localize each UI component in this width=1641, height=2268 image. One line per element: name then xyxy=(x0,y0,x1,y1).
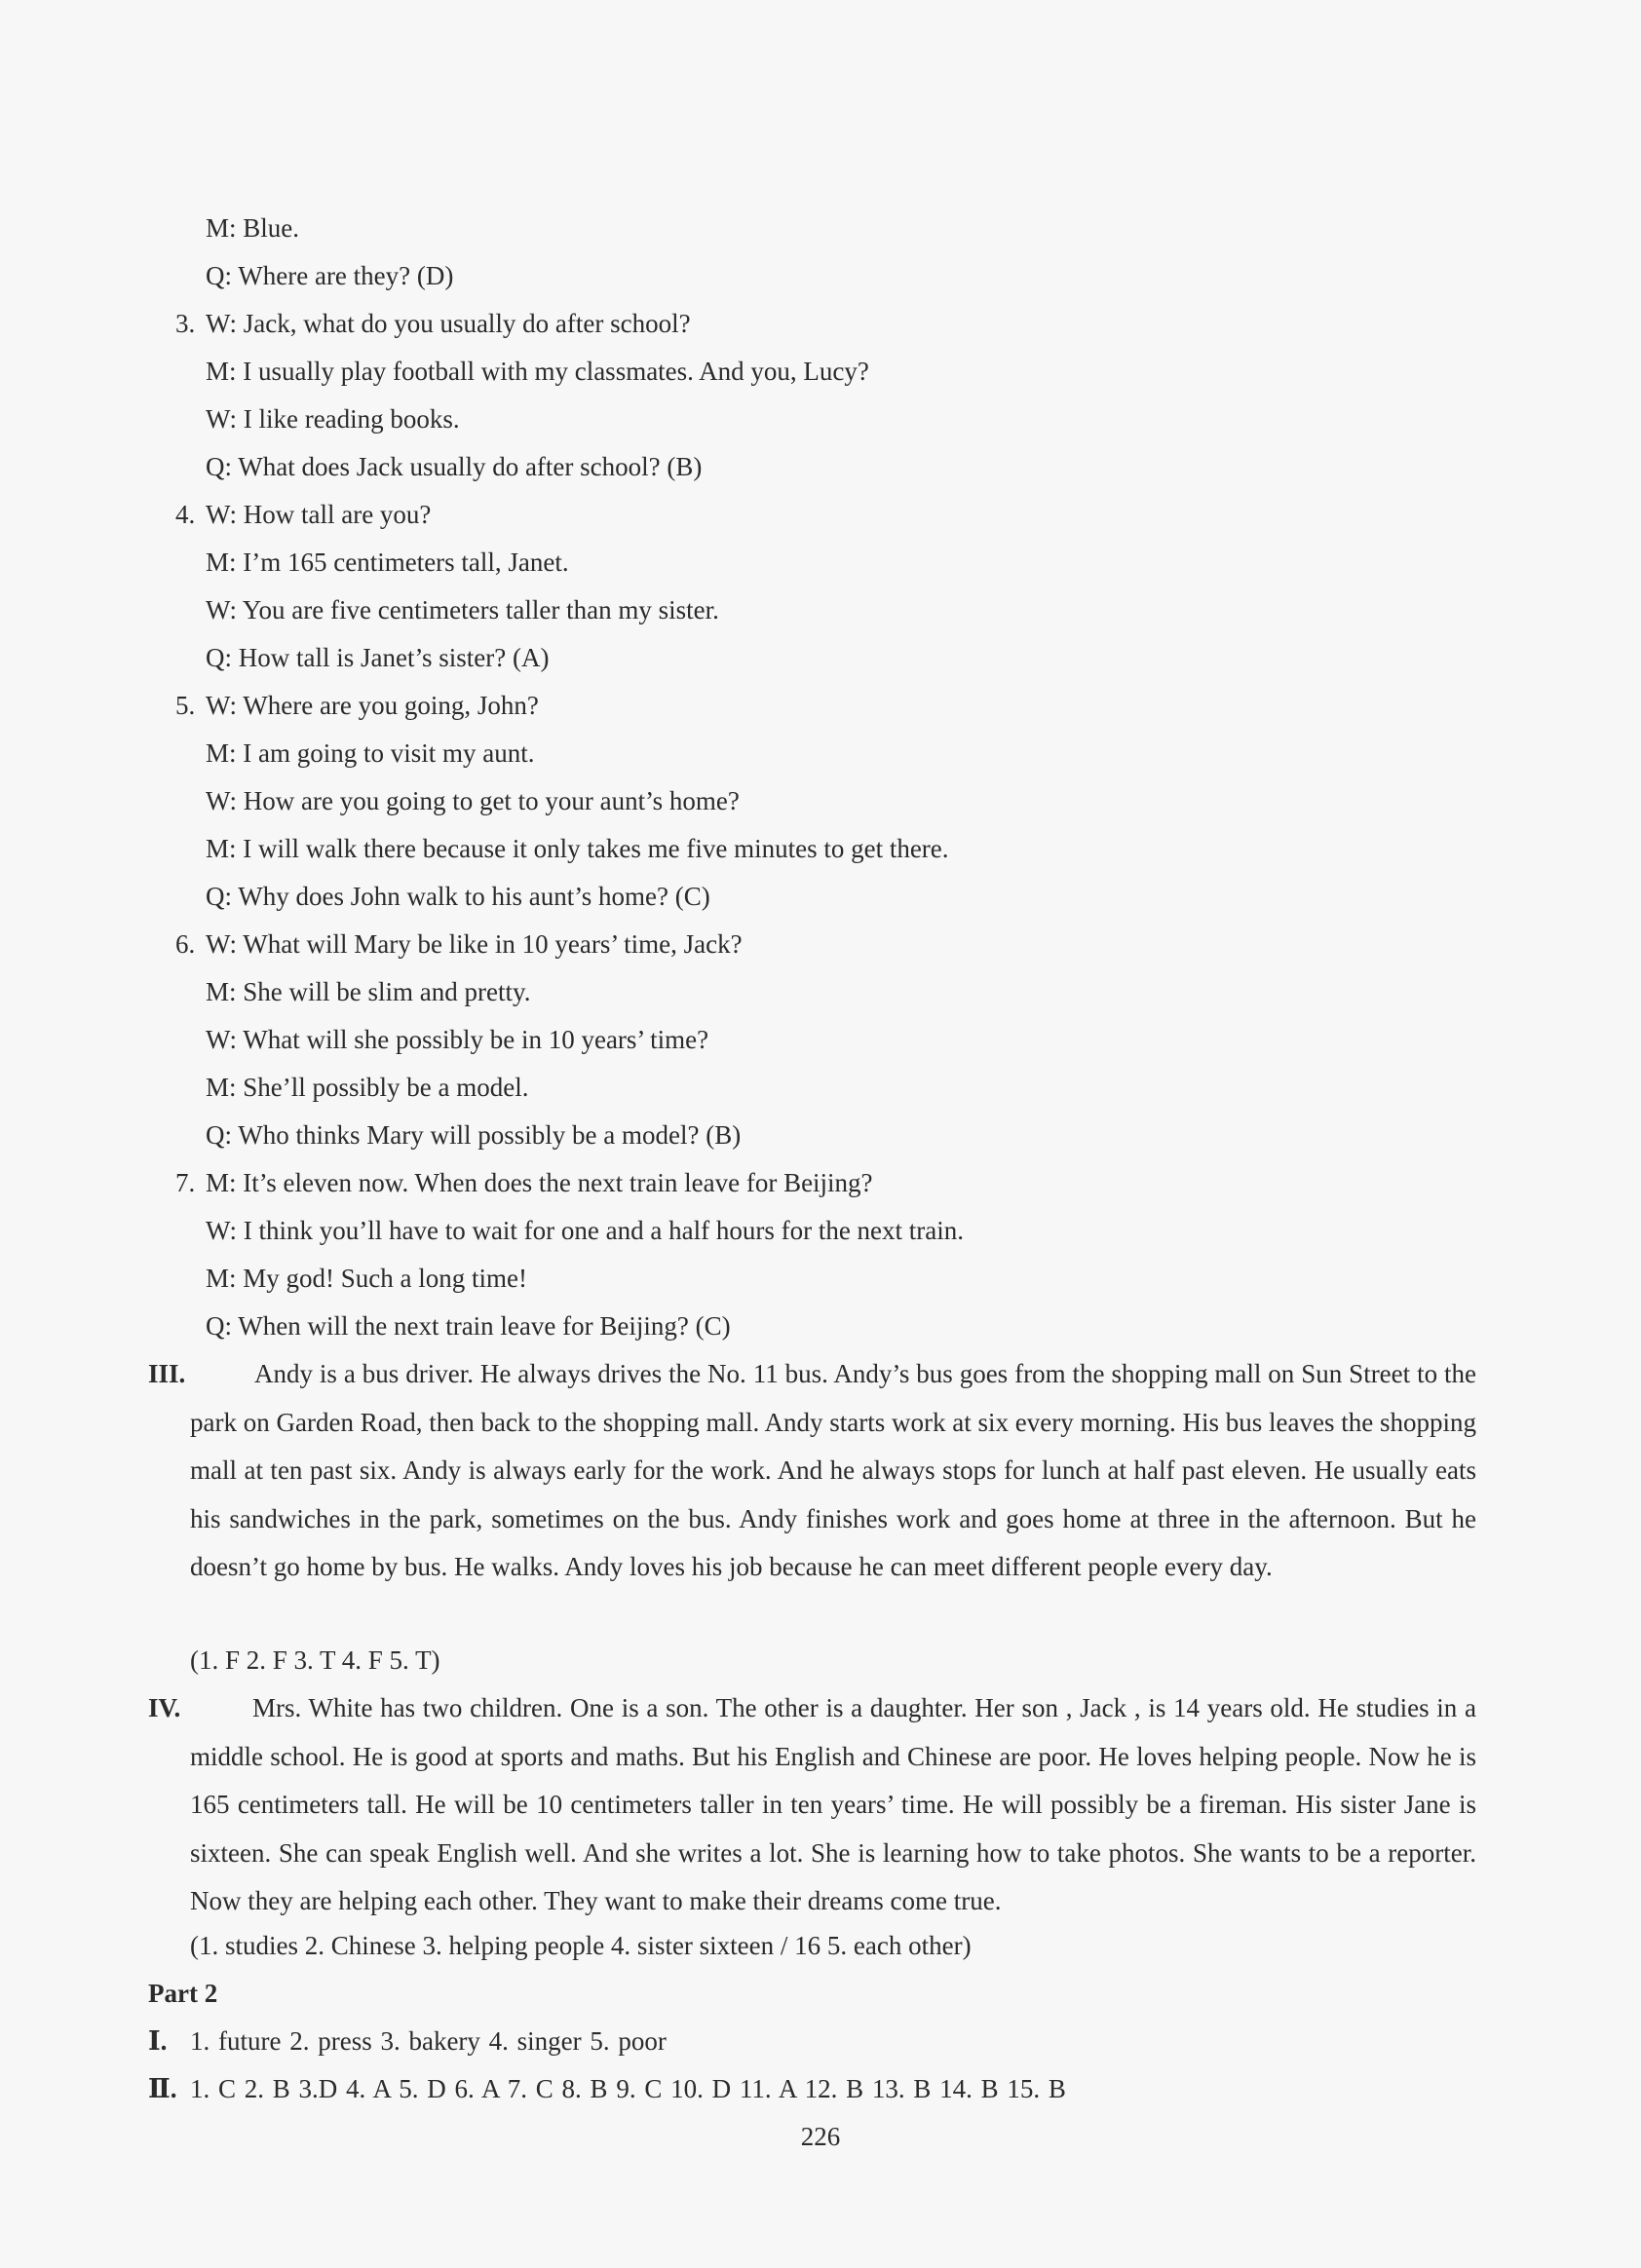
dialogue-number: 7. xyxy=(175,1168,196,1197)
dialogue-number: 3. xyxy=(175,309,196,338)
dialogue-line: Q: Who thinks Mary will possibly be a model? (B) xyxy=(206,1120,742,1150)
dialogue-line: W: What will she possibly be in 10 years’ time? xyxy=(206,1025,709,1054)
passage-iv: Mrs. White has two children. One is a son. The other is a daughter. Her son , Jack , is 14 years old. He studies in a middle school. He is good at sports and maths. But his English and Chinese are poor. He loves helping people. Now he is 165 centimeters tall. He will be 10 centimeters taller in ten years’ time. He will possibly be a fireman. His sister Jane is sixteen. She can speak English well. And she writes a lot. She is learning how to take photos. She wants to be a reporter. Now they are helping each other. They want to make their dreams come true. xyxy=(190,1693,1476,1915)
dialogue-line: M: She’ll possibly be a model. xyxy=(206,1073,529,1102)
section-label-ii: Ⅱ. xyxy=(148,2074,177,2103)
dialogue-number: 5. xyxy=(175,691,196,720)
dialogue-line: M: I will walk there because it only takes me five minutes to get there. xyxy=(206,834,949,863)
answers-part2-ii: 1. C 2. B 3.D 4. A 5. D 6. A 7. C 8. B 9. C 10. D 11. A 12. B 13. B 14. B 15. B xyxy=(190,2074,1066,2103)
dialogue-line: W: How tall are you? xyxy=(206,500,432,529)
dialogue-line: M: I am going to visit my aunt. xyxy=(206,738,535,768)
section-label-i: Ⅰ. xyxy=(148,2026,168,2056)
dialogue-line: W: How are you going to get to your aunt’s home? xyxy=(206,786,740,815)
dialogue-line: Q: Where are they? (D) xyxy=(206,261,454,290)
dialogue-line: W: Jack, what do you usually do after school? xyxy=(206,309,691,338)
dialogue-line: M: It’s eleven now. When does the next train leave for Beijing? xyxy=(206,1168,873,1197)
dialogue-line: Q: What does Jack usually do after school? (B) xyxy=(206,452,703,481)
dialogue-line: W: What will Mary be like in 10 years’ time, Jack? xyxy=(206,929,743,959)
passage-iii: Andy is a bus driver. He always drives the No. 11 bus. Andy’s bus goes from the shopping mall on Sun Street to the park on Garden Road, then back to the shopping mall. Andy starts work at six every morning. His bus leaves the shopping mall at ten past six. Andy is always early for the work. And he always stops for lunch at half past eleven. He usually eats his sandwiches in the park, sometimes on the bus. Andy finishes work and goes home at three in the afternoon. But he doesn’t go home by bus. He walks. Andy loves his job because he can meet different people every day. xyxy=(190,1359,1476,1581)
dialogue-number: 4. xyxy=(175,500,196,529)
dialogue-line: M: Blue. xyxy=(206,213,300,243)
dialogue-line: Q: Why does John walk to his aunt’s home? (C) xyxy=(206,882,710,911)
dialogue-line: M: My god! Such a long time! xyxy=(206,1264,527,1293)
page-number: 226 xyxy=(800,2122,841,2151)
dialogue-line: M: I usually play football with my classmates. And you, Lucy? xyxy=(206,357,869,386)
answers-iv: (1. studies 2. Chinese 3. helping people 4. sister sixteen / 16 5. each other) xyxy=(190,1931,972,1960)
dialogue-number: 6. xyxy=(175,929,196,959)
section-label-iii: III. xyxy=(148,1359,186,1388)
dialogue-line: W: Where are you going, John? xyxy=(206,691,539,720)
part-title: Part 2 xyxy=(148,1979,218,2008)
section-label-iv: IV. xyxy=(148,1693,181,1722)
dialogue-line: Q: When will the next train leave for Beijing? (C) xyxy=(206,1311,731,1341)
dialogue-line: W: I like reading books. xyxy=(206,404,460,434)
answers-part2-i: 1. future 2. press 3. bakery 4. singer 5. poor xyxy=(190,2026,667,2056)
dialogue-line: W: I think you’ll have to wait for one and a half hours for the next train. xyxy=(206,1216,965,1245)
dialogue-line: Q: How tall is Janet’s sister? (A) xyxy=(206,643,550,672)
dialogue-line: M: She will be slim and pretty. xyxy=(206,977,531,1006)
dialogue-line: M: I’m 165 centimeters tall, Janet. xyxy=(206,548,569,577)
dialogue-line: W: You are five centimeters taller than my sister. xyxy=(206,595,719,624)
answers-iii: (1. F 2. F 3. T 4. F 5. T) xyxy=(190,1645,440,1675)
